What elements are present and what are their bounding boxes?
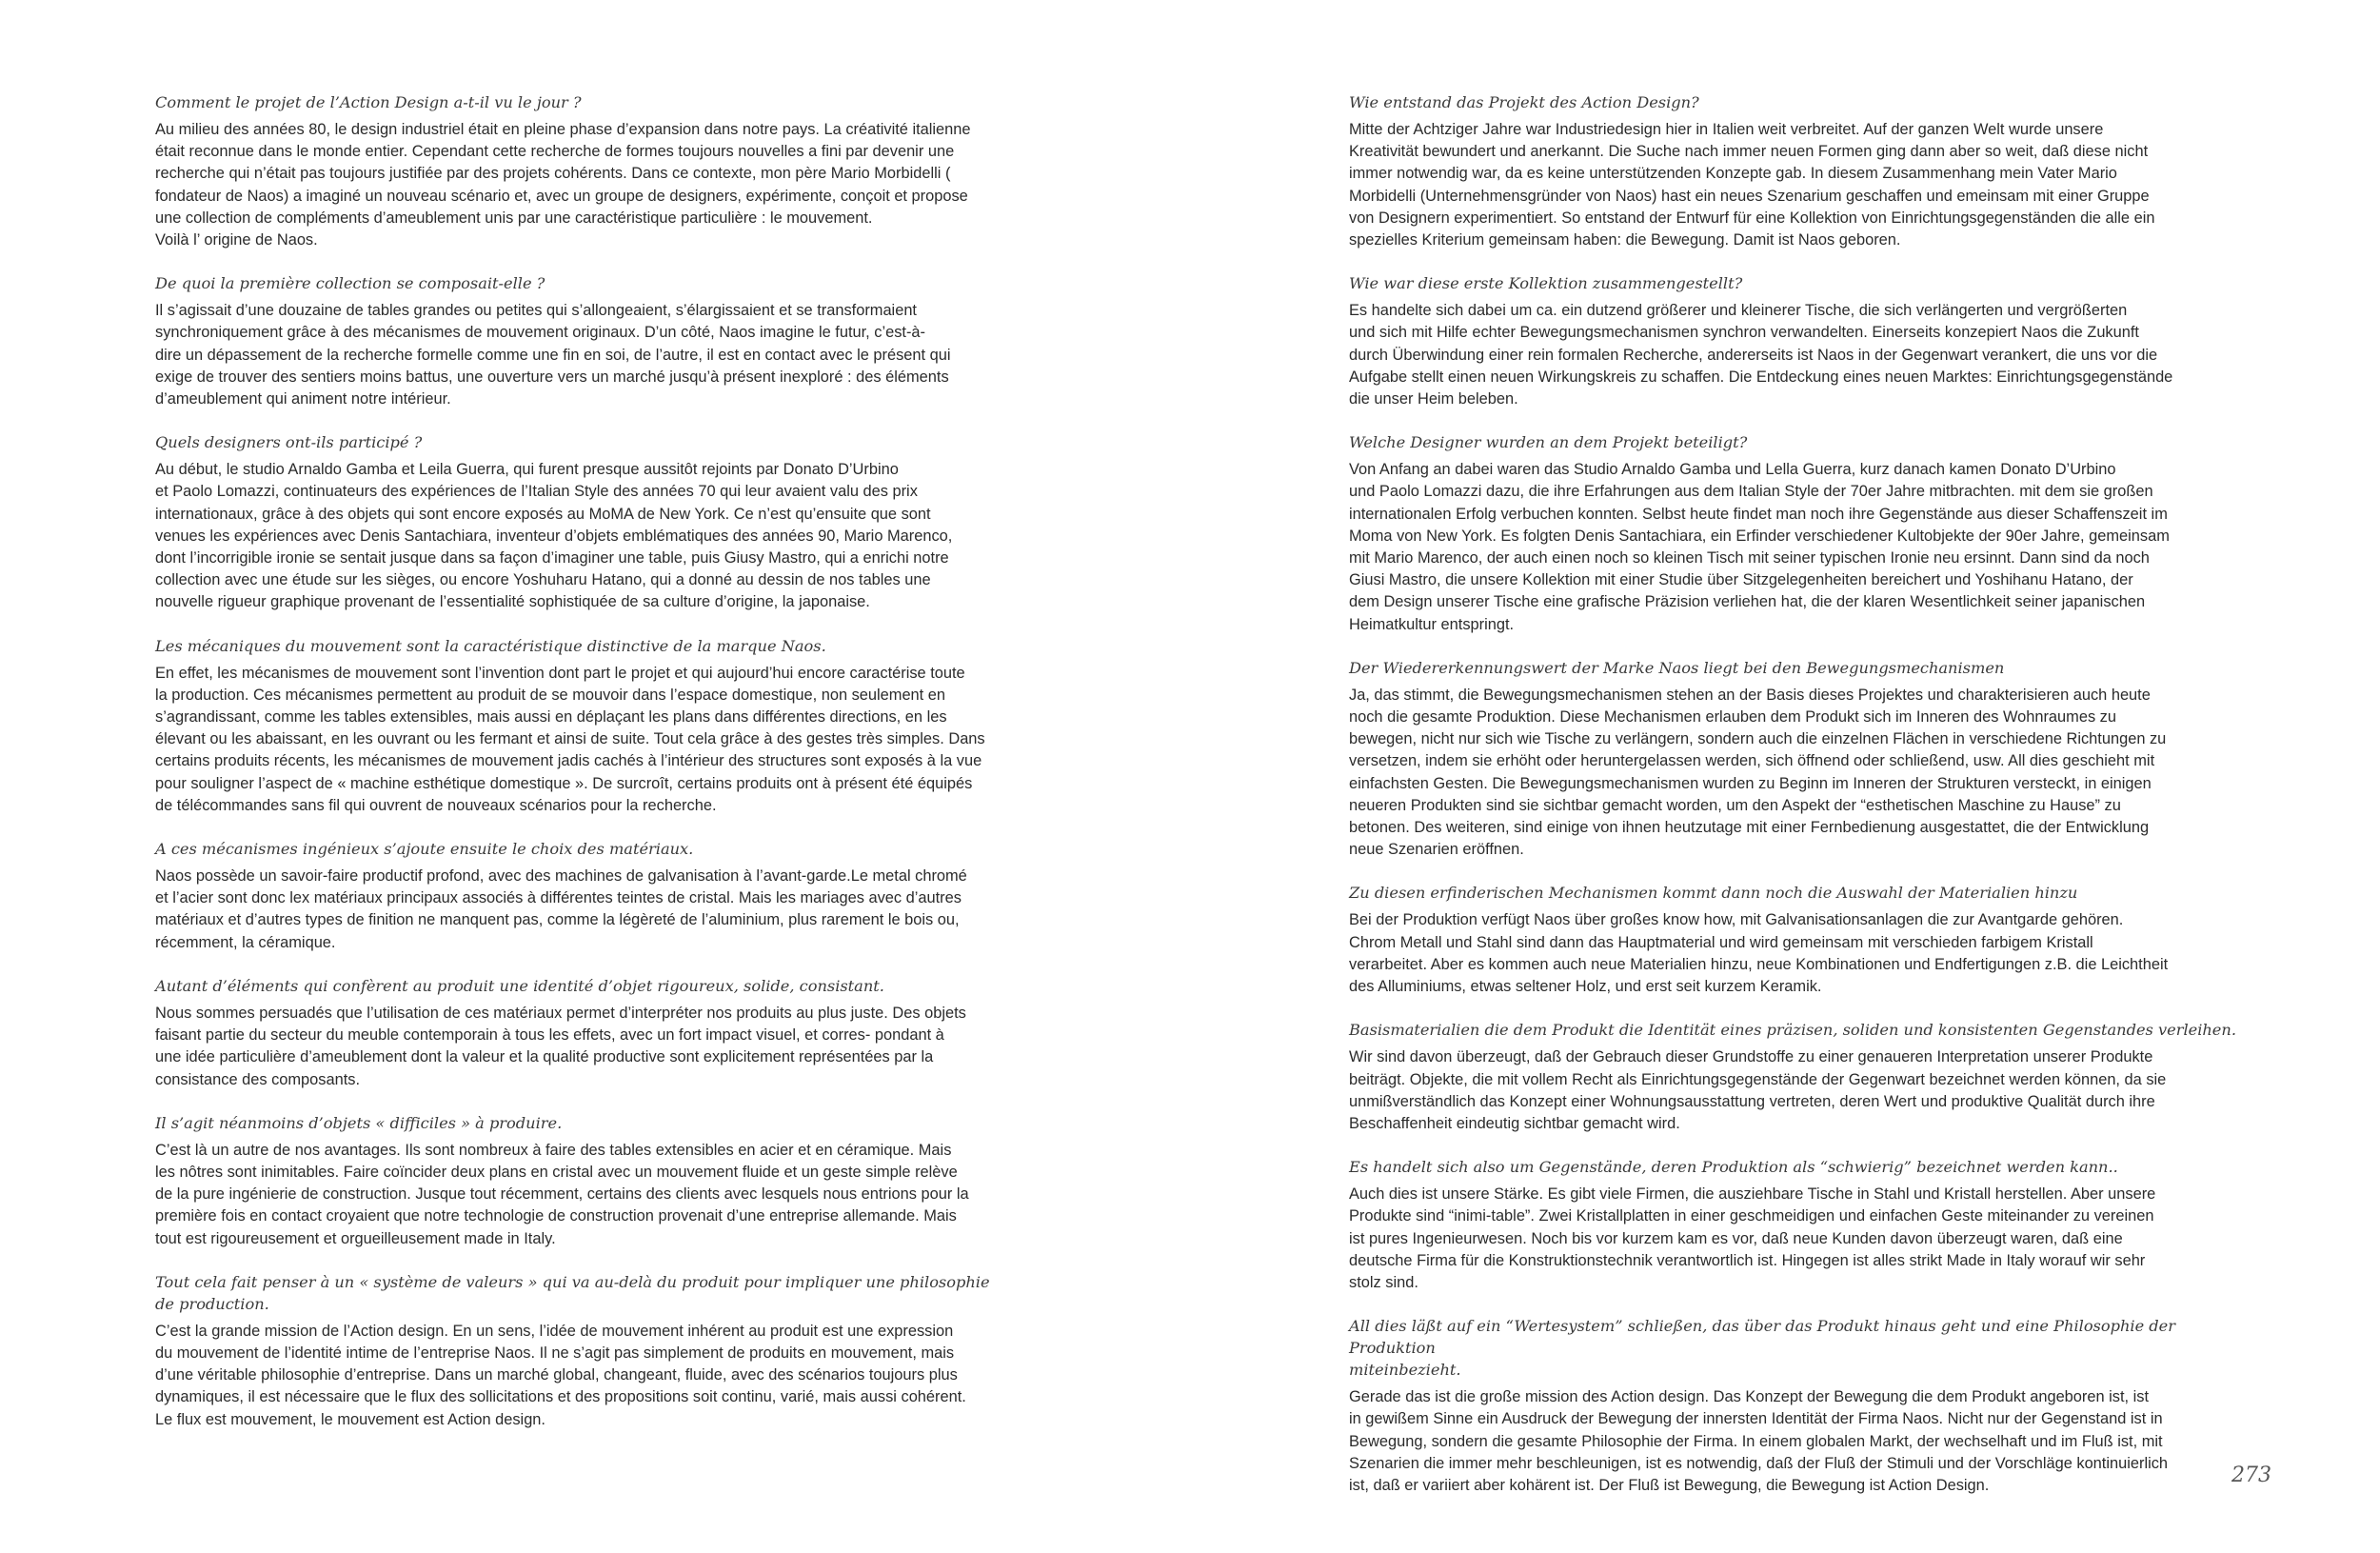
de-answer: Auch dies ist unsere Stärke. Es gibt viele Firmen, die ausziehbare Tische in Stahl und Kristall herstellen. Aber unsere Produkte sind “inimi-table”. Zwei Kristallplatten in einer geschmeidigen und einfachen Geste miteinander zu vereinen ist pures Ingenieurwesen. Noch bis vor kurzem kam es vor, daß neue Kunden davon überzeugt waren, daß eine deutsche Firma für die Konstruktionstechnik verantwortlich ist. Hingegen ist alles strikt Made in Italy worauf wir sehr stolz sind. — [1349, 1185, 2156, 1291]
fr-question: A ces mécanismes ingénieux s’ajoute ensuite le choix des matériaux. — [155, 840, 694, 859]
de-section-materials — [1349, 882, 2239, 998]
de-section-identity — [1349, 1019, 2239, 1135]
de-section-designers — [1349, 431, 2239, 636]
de-question: Es handelt sich also um Gegenstände, deren Produktion als “schwierig” bezeichnet werden kann.. — [1349, 1158, 2118, 1177]
de-question: Welche Designer wurden an dem Projekt beteiligt? — [1349, 433, 1748, 452]
de-question: Wie war diese erste Kollektion zusammengestellt? — [1349, 274, 1743, 293]
fr-answer: C’est la grande mission de l’Action design. En un sens, l’idée de mouvement inhérent au produit est une expression du mouvement de l’identité intime de l’entreprise Naos. Il ne s’agit pas simplement de produits en mouvement, mais d’une véritable philosophie d’entreprise. Dans un marché global, changeant, fluide, avec des scénarios toujours plus dynamiques, il est nécessaire que le flux des sollicitations et des propositions soit continu, varié, mais aussi cohérent. Le flux est mouvement, le mouvement est Action design. — [155, 1322, 966, 1428]
page-number: 273 — [2231, 1463, 2271, 1487]
de-answer: Mitte der Achtziger Jahre war Industriedesign hier in Italien weit verbreitet. Auf der ganzen Welt wurde unsere Kreativität bewundert und anerkannt. Die Suche nach immer neuen Formen ging dann aber so weit, daß diese nicht immer notwendig war, da es keine unterstützenden Konzepte gab. In diesem Zusammenhang mein Vater Mario Morbidelli (Unternehmensgründer von Naos) hast ein neues Szenarium geschaffen und emeinsam mit einer Gruppe von Designern experimentiert. So entstand der Entwurf für eine Kollektion von Einrichtungsgegenständen die alle ein spezielles Kriterium gemeinsam haben: die Bewegung. Damit ist Naos geboren. — [1349, 121, 2155, 249]
fr-question: Tout cela fait penser à un « système de valeurs » qui va au-delà du produit pour impliquer une philosophie de production. — [155, 1272, 990, 1313]
fr-section-difficult — [155, 1112, 1045, 1250]
de-question: Der Wiedererkennungswert der Marke Naos liegt bei den Bewegungsmechanismen — [1349, 658, 2005, 677]
de-question: Wie entstand das Projekt des Action Design? — [1349, 93, 1699, 111]
fr-answer: Au milieu des années 80, le design industriel était en pleine phase d’expansion dans notre pays. La créativité italienne était reconnue dans le monde entier. Cependant cette recherche de formes toujours nouvelles a fini par devenir une recherche qui n’était pas toujours justifiée par des projets cohérents. Dans ce contexte, mon père Mario Morbidelli ( fondateur de Naos) a imaginé un nouveau scénario et, avec un groupe de designers, expérimente, conçoit et propose une collection de compléments d’ameublement unis par une caractéristique particulière : le mouvement. Voilà l’ origine de Naos. — [155, 121, 971, 249]
fr-section-identity — [155, 975, 1045, 1091]
fr-answer: Naos possède un savoir-faire productif profond, avec des machines de galvanisation à l’avant-garde.Le metal chromé et l’acier sont donc lex matériaux principaux associés à différentes teintes de cristal. Mais les mariages avec d’autres matériaux et d’autres types de finition ne manquent pas, comme la légèreté de l’aluminium, plus rarement le bois ou, récemment, la céramique. — [155, 867, 967, 951]
de-section-origin — [1349, 91, 2239, 251]
fr-answer: En effet, les mécanismes de mouvement sont l’invention dont part le projet et qui aujourd’hui encore caractérise toute la production. Ces mécanismes permettent au produit de se mouvoir dans l’espace domestique, non seulement en s’agrandissant, comme les tables extensibles, mais aussi en déplaçant les plans dans différentes directions, en les élevant ou les abaissant, en les ouvrant ou les fermant et ainsi de suite. Tout cela grâce à des gestes très simples. Dans certains produits récents, les mécanismes de mouvement jadis cachés à l’intérieur des structures sont exposés à la vue pour souligner l’aspect de « machine esthétique domestique ». De surcroît, certains produits ont à présent été équipés de télécommandes sans fil qui ouvrent de nouveaux scénarios pour la recherche. — [155, 664, 985, 814]
fr-answer: Au début, le studio Arnaldo Gamba et Leila Guerra, qui furent presque aussitôt rejoints par Donato D’Urbino et Paolo Lomazzi, continuateurs des expériences de l’Italian Style des années 70 qui leur avaient valu des prix internationaux, grâce à des objets qui sont encore exposés au MoMA de New York. Ce n’est qu’ensuite que sont venues les expériences avec Denis Santachiara, inventeur d’objets emblématiques des années 90, Mario Marenco, dont l’incorrigible ironie se sentait jusque dans sa façon d’imaginer une table, puis Giusy Mastro, qui a enrichi notre collection avec une étude sur les sièges, ou encore Yoshuharu Hatano, qui a donné au dessin de nos tables une nouvelle rigueur graphique provenant de l’essentialité sophistiquée de sa culture d’origine, la japonaise. — [155, 461, 953, 611]
de-question: Basismaterialien die dem Produkt die Identität eines präzisen, soliden und konsistenten Gegenstandes verleihen. — [1349, 1021, 2236, 1040]
fr-answer: C’est là un autre de nos avantages. Ils sont nombreux à faire des tables extensibles en acier et en céramique. Mais les nôtres sont inimitables. Faire coïncider deux plans en cristal avec un mouvement fluide et un geste simple relève de la pure ingénierie de construction. Jusque tout récemment, certains des clients avec lesquels nous entrions pour la première fois en contact croyaient que notre technologie de construction provenait d’une entreprise allemande. Mais tout est rigoureusement et orgueilleusement made in Italy. — [155, 1141, 969, 1247]
fr-section-first-collection — [155, 272, 1045, 410]
french-column — [155, 91, 1045, 1452]
de-answer: Ja, das stimmt, die Bewegungsmechanismen stehen an der Basis dieses Projektes und charakterisieren auch heute noch die gesamte Produktion. Diese Mechanismen erlauben dem Produkt sich im Inneren des Wohnraumes zu bewegen, nicht nur sich wie Tische zu verlängern, sondern auch die einzelnen Flächen in verschiedene Richtungen zu versetzen, indem sie erhöht oder heruntergelassen werden, sich öffnend oder schließend, usw. All dies geschieht mit einfachsten Gesten. Die Bewegungsmechanismen wurden zu Beginn im Inneren der Strukturen versteckt, in einigen neueren Produkten sind sie sichtbar gemacht worden, um den Aspekt der “esthetischen Maschine zu Hause” zu betonen. Des weiteren, sind einige von ihnen heutzutage mit einer Fernbedienung ausgestattet, die der Entwicklung neue Szenarien eröffnen. — [1349, 686, 2167, 859]
fr-question: Quels designers ont-ils participé ? — [155, 433, 423, 452]
de-section-difficult — [1349, 1156, 2239, 1294]
fr-question: Il s’agit néanmoins d’objets « difficiles » à produire. — [155, 1113, 563, 1132]
de-answer: Bei der Produktion verfügt Naos über großes know how, mit Galvanisationsanlagen die zur Avantgarde gehören. Chrom Metall und Stahl sind dann das Hauptmaterial und wird gemeinsam mit verschieden farbigem Kristall verarbeitet. Aber es kommen auch neue Materialien hinzu, neue Kombinationen und Endfertigungen z.B. die Leichtheit des Alluminiums, etwas seltener Holz, und erst seit kurzem Keramik. — [1349, 911, 2169, 996]
de-answer: Es handelte sich dabei um ca. ein dutzend größerer und kleinerer Tische, die sich verlängerten und vergrößerten und sich mit Hilfe echter Bewegungsmechanismen synchron verwandelten. Einerseits konzepiert Naos die Zukunft durch Überwindung einer rein formalen Recherche, andererseits ist Naos in der Gegenwart verankert, die uns vor die Aufgabe stellt einen neuen Wirkungskreis zu schaffen. Die Entdeckung eines neuen Marktes: Einrichtungsgegenstände die unser Heim beleben. — [1349, 302, 2173, 408]
de-answer: Wir sind davon überzeugt, daß der Gebrauch dieser Grundstoffe zu einer genaueren Interpretation unserer Produkte beiträgt. Objekte, die mit vollem Recht als Einrichtungsgegenstände der Gegenwart bezeichnet werden können, da sie unmißverständlich das Konzept einer Wohnungsausstattung vertreten, deren Wert und produktive Qualität durch ihre Beschaffenheit eindeutig sichtbar gemacht wird. — [1349, 1048, 2167, 1132]
fr-answer: Il s’agissait d’une douzaine de tables grandes ou petites qui s’allongeaient, s’élargissaient et se transformaient synchroniquement grâce à des mécanismes de mouvement originaux. D’un côté, Naos imagine le futur, c’est-à- dire un dépassement de la recherche formelle comme une fin en soi, de l’autre, il est en contact avec le présent qui exige de trouver des sentiers moins battus, une ouverture vers un marché jusqu’à présent inexploré : des éléments d’ameublement qui animent notre intérieur. — [155, 302, 951, 408]
de-answer: Gerade das ist die große mission des Action design. Das Konzept der Bewegung die dem Produkt angeboren ist, ist in gewißem Sinne ein Ausdruck der Bewegung der innersten Identität der Firma Naos. Nicht nur der Gegenstand ist in Bewegung, sondern die gesamte Philosophie der Firma. In einem globalen Markt, der wechselhaft und im Fluß ist, mit Szenarien die immer mehr beschleunigen, ist es notwendig, daß der Fluß der Stimuli und der Vorschläge kontinuierlich ist, daß er variiert aber kohärent ist. Der Fluß ist Bewegung, die Bewegung ist Action Design. — [1349, 1388, 2169, 1494]
de-section-first-collection — [1349, 272, 2239, 410]
fr-question: Les mécaniques du mouvement sont la caractéristique distinctive de la marque Naos. — [155, 636, 826, 655]
fr-section-materials — [155, 838, 1045, 954]
de-question: All dies läßt auf ein “Wertesystem” schließen, das über das Produkt hinaus geht und eine Philosophie der Produktion miteinbezieht. — [1349, 1317, 2175, 1380]
fr-section-mechanisms — [155, 635, 1045, 817]
fr-question: Autant d’éléments qui confèrent au produit une identité d’objet rigoureux, solide, consistant. — [155, 976, 884, 995]
fr-question: Comment le projet de l’Action Design a-t-il vu le jour ? — [155, 93, 582, 111]
fr-section-philosophy — [155, 1271, 1045, 1431]
fr-answer: Nous sommes persuadés que l’utilisation de ces matériaux permet d’interpréter nos produits au plus juste. Des objets faisant partie du secteur du meuble contemporain à tous les effets, avec un fort impact visuel, et corres- pondant à une idée particulière d’ameublement dont la valeur et la qualité productive sont explicitement représentées par la consistance des composants. — [155, 1004, 966, 1088]
fr-section-designers — [155, 431, 1045, 613]
fr-question: De quoi la première collection se composait-elle ? — [155, 274, 545, 293]
german-column — [1349, 91, 2239, 1518]
de-section-philosophy — [1349, 1315, 2239, 1497]
de-question: Zu diesen erfinderischen Mechanismen kommt dann noch die Auswahl der Materialien hinzu — [1349, 884, 2078, 903]
de-section-mechanisms — [1349, 657, 2239, 862]
de-answer: Von Anfang an dabei waren das Studio Arnaldo Gamba und Lella Guerra, kurz danach kamen Donato D’Urbino und Paolo Lomazzi dazu, die ihre Erfahrungen aus dem Italian Style der 70er Jahre mitbrachten. mit dem sie großen internationalen Erfolg verbuchen konnten. Selbst heute findet man noch ihre Gegenstände aus dieser Schaffenszeit im Moma von New York. Es folgten Denis Santachiara, ein Erfinder verschiedener Kultobjekte der 90er Jahre, gemeinsam mit Mario Marenco, der auch einen noch so kleinen Tisch mit seiner typischen Ironie neu ersinnt. Dann sind da noch Giusi Mastro, die unsere Kollektion mit einer Studie über Sitzgelegenheiten bereichert und Yoshihanu Hatano, der dem Design unserer Tische eine grafische Präzision verliehen hat, die der klaren Wesentlichkeit seiner japanischen Heimatkultur entspringt. — [1349, 461, 2170, 633]
fr-section-origin — [155, 91, 1045, 251]
